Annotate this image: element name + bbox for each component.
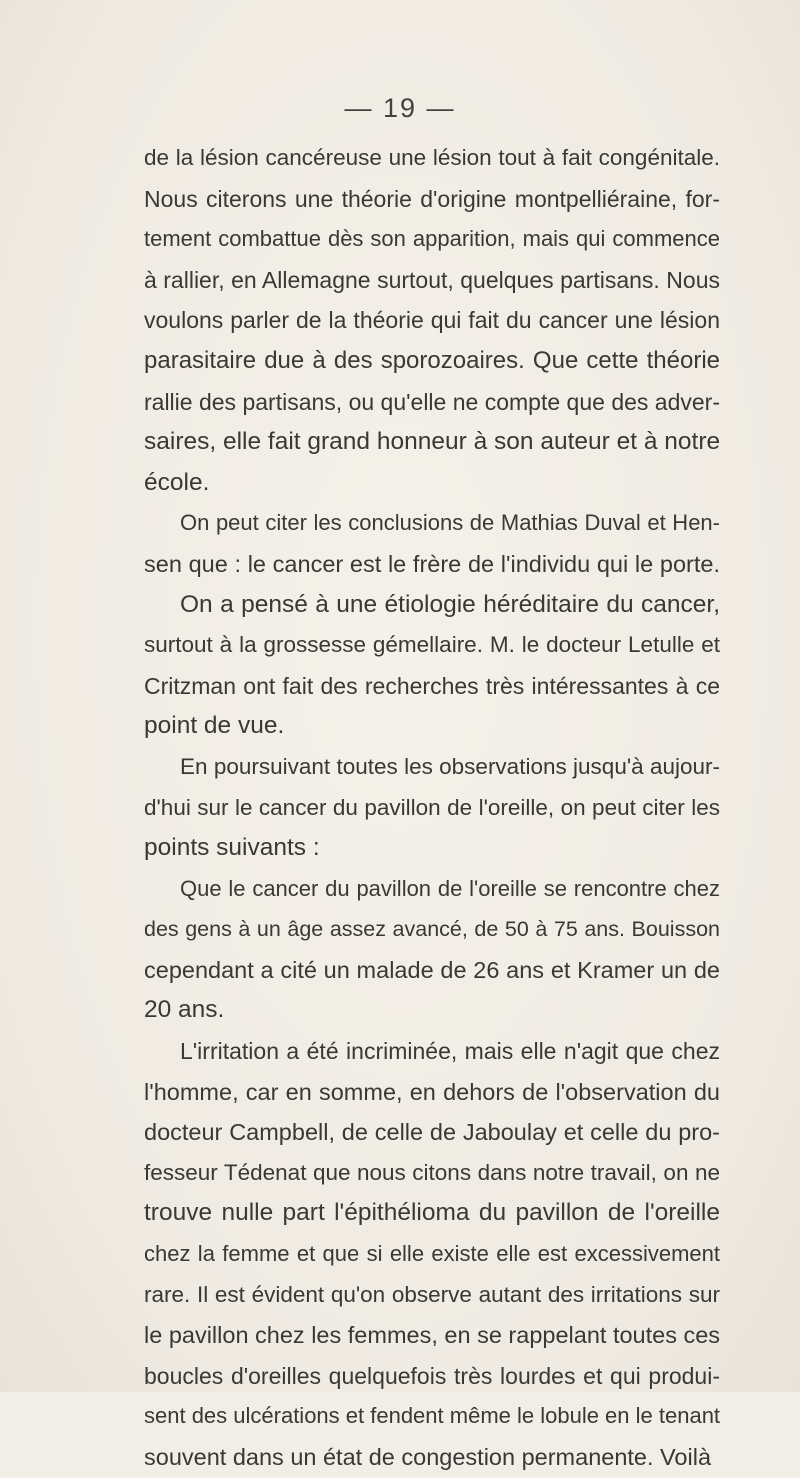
text-line: Nous citerons une théorie d'origine montpelliéraine, for- (144, 185, 720, 212)
text-line: d'hui sur le cancer du pavillon de l'oreille, on peut citer les (144, 794, 720, 820)
text-line: des gens à un âge assez avancé, de 50 à 75 ans. Bouisson (144, 917, 720, 942)
text-line: tement combattue dès son apparition, mais qui commence (144, 226, 720, 252)
text-line: saires, elle fait grand honneur à son auteur et à notre (144, 428, 720, 456)
text-line: Critzman ont fait des recherches très intéressantes à ce (144, 672, 720, 699)
text-line: boucles d'oreilles quelquefois très lourdes et qui produi- (144, 1362, 720, 1389)
text-line: points suivants : (144, 834, 320, 862)
text-line: fesseur Tédenat que nous citons dans notre travail, on ne (144, 1159, 720, 1185)
text-line: à rallier, en Allemagne surtout, quelques partisans. Nous (144, 266, 720, 293)
text-line: l'homme, car en somme, en dehors de l'observation du (144, 1078, 720, 1105)
paragraph-start-line: L'irritation a été incriminée, mais elle n'agit que chez (180, 1038, 720, 1065)
text-line: point de vue. (144, 712, 285, 740)
paragraph-start-line: En poursuivant toutes les observations jusqu'à aujour- (180, 753, 720, 779)
text-line: le pavillon chez les femmes, en se rappelant toutes ces (144, 1322, 720, 1349)
text-line: docteur Campbell, de celle de Jaboulay et celle du pro- (144, 1119, 720, 1146)
paragraph-start-line: Que le cancer du pavillon de l'oreille se rencontre chez (180, 875, 720, 901)
text-line: cependant a cité un malade de 26 ans et Kramer un de (144, 956, 720, 983)
text-line: école. (144, 468, 210, 496)
text-line: de la lésion cancéreuse une lésion tout à fait congénitale. (144, 145, 720, 170)
text-line: souvent dans un état de congestion permanente. Voilà (144, 1444, 712, 1470)
paragraph-start-line: On peut citer les conclusions de Mathias Duval et Hen- (180, 510, 720, 536)
text-line: chez la femme et que si elle existe elle est excessivement (144, 1241, 720, 1267)
text-line: rare. Il est évident qu'on observe autant des irritations sur (144, 1281, 720, 1307)
text-line: trouve nulle part l'épithélioma du pavillon de l'oreille (144, 1199, 720, 1227)
body-text (144, 138, 720, 1478)
page-number: — 19 — (344, 93, 456, 123)
text-line: rallie des partisans, ou qu'elle ne compte que des adver- (144, 388, 720, 415)
text-line: parasitaire due à des sporozoaires. Que cette théorie (144, 346, 720, 374)
text-line: voulons parler de la théorie qui fait du cancer une lésion (144, 307, 720, 334)
text-line: sent des ulcérations et fendent même le lobule en le tenant (144, 1403, 720, 1429)
text-line: sen que : le cancer est le frère de l'individu qui le porte. (144, 550, 720, 577)
text-line: 20 ans. (144, 996, 225, 1024)
paragraph-start-line: On a pensé à une étiologie héréditaire du cancer, (180, 590, 720, 618)
text-line: surtout à la grossesse gémellaire. M. le docteur Letulle et (144, 632, 720, 658)
